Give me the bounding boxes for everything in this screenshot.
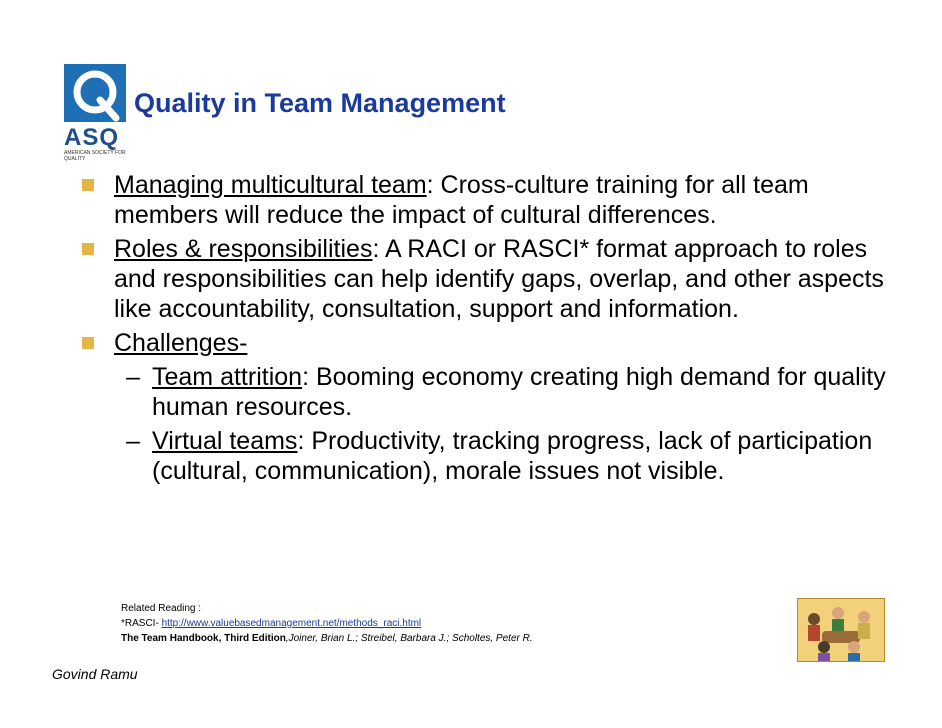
bullet-item	[78, 328, 908, 358]
dash-bullet-icon: –	[126, 363, 140, 391]
slide-title: Quality in Team Management	[134, 88, 506, 118]
rasci-reference	[121, 616, 533, 631]
bullet-item	[78, 170, 908, 230]
book-authors: ,Joiner, Brian L.; Streibel, Barbara J.; Scholtes, Peter R.	[285, 633, 533, 644]
asq-logo-text: ASQ	[64, 124, 120, 151]
bullet-term: Challenges-	[114, 329, 248, 357]
rasci-prefix: *RASCI-	[121, 618, 162, 629]
book-reference	[121, 631, 533, 646]
bullet-item	[78, 234, 908, 324]
presenter-name: Govind Ramu	[52, 666, 138, 682]
square-bullet-icon	[82, 337, 94, 349]
related-reading-heading: Related Reading :	[121, 603, 202, 614]
sub-bullet-term: Team attrition	[152, 363, 303, 391]
sub-bullet-text: : Booming economy creating high demand for quality human resources.	[152, 363, 886, 421]
sub-bullet-item	[78, 362, 908, 422]
book-title: The Team Handbook, Third Edition	[121, 633, 286, 644]
dash-bullet-icon: –	[126, 427, 140, 455]
rasci-link[interactable]: http://www.valuebasedmanagement.net/methods_raci.html	[161, 618, 422, 629]
bullet-text: : A RACI or RASCI* format approach to roles and responsibilities can help identify gaps, overlap, and other aspects like accountability, consultation, support and information.	[114, 235, 884, 323]
bullet-term: Roles & responsibilities	[114, 235, 373, 263]
square-bullet-icon	[82, 243, 94, 255]
bullet-text: : Cross-culture training for all team members will reduce the impact of cultural differences.	[114, 171, 809, 229]
sub-bullet-term: Virtual teams	[152, 427, 298, 455]
related-reading	[121, 601, 533, 646]
square-bullet-icon	[82, 179, 94, 191]
bullet-term: Managing multicultural team	[114, 171, 427, 199]
asq-logo-subtitle: AMERICAN SOCIETY FOR QUALITY	[64, 150, 126, 162]
team-meeting-clipart	[797, 598, 885, 662]
sub-bullet-text: : Productivity, tracking progress, lack of participation (cultural, communication), morale issues not visible.	[152, 427, 873, 485]
slide-content	[78, 170, 908, 486]
sub-bullet-item	[78, 426, 908, 486]
asq-q-icon	[64, 64, 126, 122]
asq-logo	[62, 64, 132, 164]
